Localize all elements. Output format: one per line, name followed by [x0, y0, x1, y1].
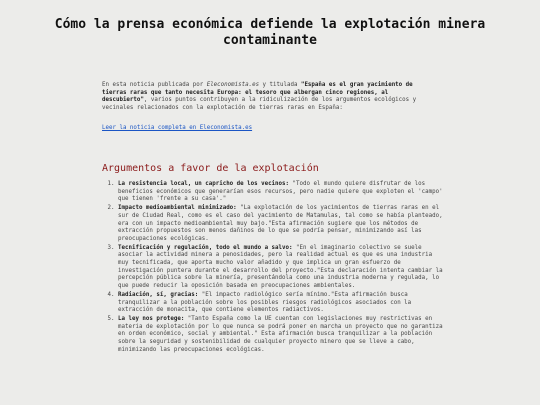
list-item — [118, 181, 443, 204]
point-text: "La explotación de los yacimientos de tierras raras en el sur de Ciudad Real, como es el caso del yacimiento de Matamulas, tal como se había planteado, era con un impacto medioambiental muy bajo."Esta afirmación sugiere que los métodos de extracción propuestos son menos dañinos de lo que se podría pensar, minimizando así las preocupaciones ecológicas. — [118, 205, 443, 242]
arguments-list — [106, 181, 443, 355]
intro-paragraph — [102, 82, 432, 112]
page-title: Cómo la prensa económica defiende la explotación minera contaminante — [54, 17, 486, 48]
point-title: La ley nos protege: — [118, 315, 185, 322]
read-full-article-link[interactable]: Leer la noticia completa en Eleconomista.es — [102, 125, 253, 131]
list-item — [118, 245, 443, 291]
point-text: "Tanto España como la UE cuentan con legislaciones muy restrictivas en materia de explotación por lo que nunca se podrá poner en marcha un proyecto que no garantiza en orden económico, social y ambiental." Esta afirmación busca tranquilizar a la población sobre la seguridad y sostenibilidad de cualquier proyecto minero que se lleve a cabo, minimizando las preocupaciones ecológicas. — [118, 315, 443, 353]
intro-text-1: En esta noticia publicada por — [102, 82, 207, 88]
section-title: Argumentos a favor de la explotación — [102, 163, 319, 174]
point-title: Radiación, sí, gracias: — [118, 291, 199, 298]
list-item — [118, 316, 443, 355]
list-item — [118, 292, 443, 315]
intro-source: Eleconomista.es — [206, 82, 260, 88]
intro-text-3: , varios puntos contribuyen a la ridiculización de los argumentos ecológicos y vecinales relacionados con la explotación de tierras raras en España: — [102, 97, 417, 111]
point-title: Tecnificación y regulación, todo el mundo a salvo: — [118, 244, 293, 251]
point-title: La resistencia local, un capricho de los vecinos: — [118, 181, 290, 187]
point-text: "El impacto radiológico sería mínimo."Esta afirmación busca tranquilizar a la población sobre los posibles riesgos radiológicos asociados con la extracción de monacita, que contiene elementos radiactivos. — [118, 291, 412, 314]
point-text: "En el imaginario colectivo se suele asociar la actividad minera a penosidades, pero la realidad actual es que es una industria muy tecnificada, que aporta mucho valor añadido y que implica un gran esfuerzo de investigación puntera durante el desarrollo del proyecto."Esta declaración intenta cambiar la percepción pública sobre la minería, presentándola como una industria moderna y regulada, lo que puede reducir la oposición basada en preocupaciones ambientales. — [118, 244, 443, 290]
intro-text-2: y titulada — [259, 82, 301, 88]
point-title: Impacto medioambiental minimizado: — [118, 205, 237, 212]
intro-headline: "España es el gran yacimiento de tierras raras que tanto necesita Europa: el tesoro que albergan cinco regiones, al descubierto" — [102, 82, 413, 104]
point-text: "Todo el mundo quiere disfrutar de los beneficios económicos que generarían esos recursos, pero nadie quiere que exploten el 'campo' que tienen 'frente a su casa'." — [118, 181, 443, 203]
list-item — [118, 205, 443, 244]
